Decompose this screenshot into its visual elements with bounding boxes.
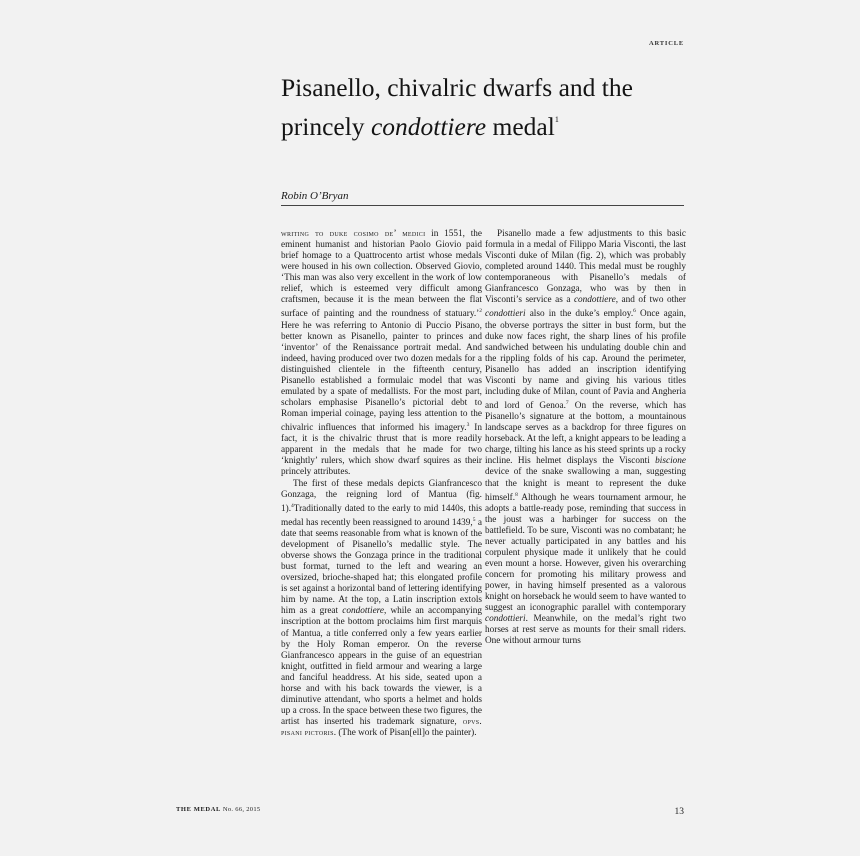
body-text: Traditionally dated to the early to mid 1440s, this medal has recently been reassigned to around 1439, bbox=[281, 503, 482, 528]
body-text: a date that seems reasonable from what is known of the development of Pisanello’s medallic style. The obverse shows the Gonzaga prince in the traditional bust format, turned to the left and wearing an oversized, brioche-shaped hat; this elongated profile is set against a horizontal band of lettering identifying him by name. At the top, a Latin inscription extols him as a great bbox=[281, 517, 482, 617]
journal-issue: No. 66, 2015 bbox=[220, 806, 261, 813]
author-byline: Robin O’Bryan bbox=[281, 190, 684, 206]
footnote-ref: 6 bbox=[633, 308, 636, 315]
title-footnote: 1 bbox=[554, 115, 559, 124]
body-text: , and of two other bbox=[615, 295, 686, 306]
body-text: . (The work of Pisan[ell]o the painter). bbox=[333, 728, 477, 739]
body-text: device of the snake swallowing a man, suggesting that the knight is meant to represent the duke himself. bbox=[485, 467, 686, 503]
title-text: Pisanello, chivalric dwarfs and the princely bbox=[281, 73, 633, 141]
body-text: On the reverse, which has Pisanello’s signature at the bottom, a mountainous landscape serves as a backdrop for three figures on horseback. At the left, a knight appears to be leading a charge, tilting his lance as his steed sprints up a rocky incline. His helmet displays the Visconti bbox=[485, 401, 686, 467]
article-title bbox=[281, 72, 701, 143]
body-text: , while an accompanying inscription at the bottom proclaims him first marquis of Mantua, a title conferred only a few years earlier by the Holy Roman emperor. On the reverse Gianfrancesco appears in the guise of an equestrian knight, outfitted in field armour and wearing a large and fanciful headdress. At his side, seated upon a horse and with his back towards the viewer, is a diminutive attendant, who sports a helmet and holds up a cross. In the space between these two figures, the artist has inserted his trademark signature, bbox=[281, 606, 482, 727]
text-column-left bbox=[281, 229, 482, 739]
title-text-end: medal bbox=[486, 112, 555, 141]
body-text: . Meanwhile, on the medal’s right two horses at rest serve as mounts for their small riders. One without armour turns bbox=[485, 614, 686, 647]
paragraph bbox=[281, 229, 482, 479]
body-text: in 1551, the eminent humanist and historian Paolo Giovio paid brief homage to a Quattrocento artist whose medals were housed in his own collection. Observed Giovio, ‘This man was also very excellent in the work of low relief, which is esteemed very difficult among craftsmen, because it is the mean between the flat surface of painting and the roundness of statuary.’ bbox=[281, 229, 482, 320]
italic-term: condottieri bbox=[485, 614, 526, 625]
journal-footer bbox=[176, 806, 260, 813]
footnote-ref: 5 bbox=[472, 516, 476, 523]
footnote-ref: 2 bbox=[479, 308, 482, 315]
body-text: Although he wears tournament armour, he adopts a battle-ready pose, reminding that success in the joust was a harbinger for success on the battlefield. To be sure, Visconti was no combatant; he never actually participated in any battles and his corpulent physique made it unlikely that he could even mount a horse. However, given his overarching concern for promoting his military prowess and power, in having himself presented as a valorous knight on horseback he would seem to have wanted to suggest an iconographic parallel with contemporary bbox=[485, 492, 686, 614]
body-text: In fact, it is the chivalric thrust that is more readily apparent in the medals that he made for two ‘knightly’ rulers, which show dwarf squires as their princely attributes. bbox=[281, 423, 482, 478]
body-text: also in the duke’s employ. bbox=[525, 309, 634, 320]
page-number: 13 bbox=[674, 807, 684, 817]
smallcaps-signature: opvs. pisani pictoris bbox=[281, 717, 482, 739]
body-text: Here he was referring to Antonio di Puccio Pisano, better known as Pisanello, painter to princes and ‘inventor’ of the Renaissance portrait medal. And indeed, having produced over two dozen medals for a distinguished clientele in the fifteenth century, Pisanello established a formulaic model that was emulated by a spate of medallists. For the most part, scholars emphasise Pisanello’s pictorial debt to Roman imperial coinage, paying less attention to the chivalric influences that informed his imagery. bbox=[281, 320, 482, 434]
smallcaps-lead: writing to duke cosimo de’ medici bbox=[281, 229, 426, 239]
italic-term: condottiere bbox=[342, 606, 385, 617]
journal-name: THE MEDAL bbox=[176, 806, 221, 813]
italic-term: biscione bbox=[655, 456, 686, 467]
italic-term: condottiere bbox=[573, 295, 616, 306]
footnote-ref: 3 bbox=[466, 422, 470, 429]
paragraph bbox=[281, 479, 482, 740]
body-text: Pisanello made a few adjustments to this basic formula in a medal of Filippo Maria Visconti, the last Visconti duke of Milan (fig. 2), which was probably completed around 1440. This medal must be roughly contemporaneous with Pisanello’s medals of Gianfrancesco Gonzaga, who was by then in Visconti’s service as a bbox=[485, 229, 686, 306]
section-label: ARTICLE bbox=[649, 40, 684, 47]
paragraph bbox=[485, 229, 686, 648]
text-column-right bbox=[485, 229, 686, 648]
title-italic: condottiere bbox=[370, 112, 487, 141]
footnote-ref: 7 bbox=[565, 400, 569, 407]
body-text: Once again, the obverse portrays the sitter in bust form, but the duke now faces right, the sharp lines of his profile sandwiched between his undulating double chin and the rippling folds of his cap. Around the perimeter, Pisanello has added an inscription identifying Visconti by name and giving his various titles including duke of Milan, count of Pavia and Angheria and lord of Genoa. bbox=[485, 309, 686, 412]
footnote-ref: 8 bbox=[515, 491, 518, 498]
italic-term: condottieri bbox=[485, 309, 526, 320]
body-text: The first of these medals depicts Gianfrancesco Gonzaga, the reigning lord of Mantua (fig. 1). bbox=[281, 478, 482, 514]
footnote-ref: 4 bbox=[291, 502, 294, 509]
